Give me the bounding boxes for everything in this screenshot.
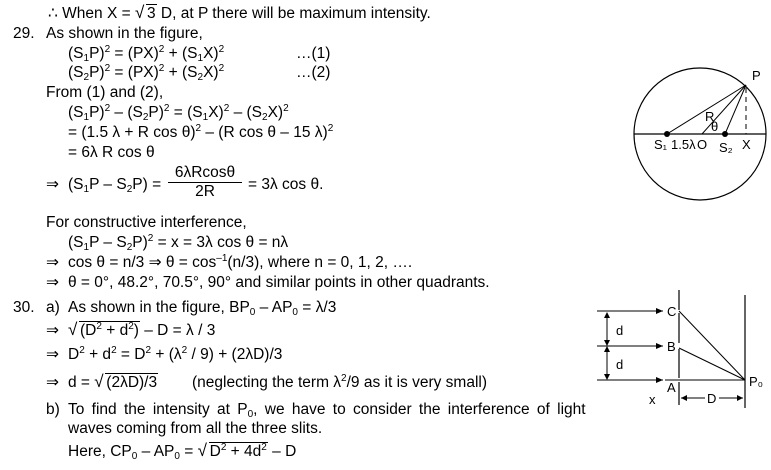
conclusion-text: ∴ When X = xyxy=(48,5,135,22)
d-eq-lhs: d = xyxy=(68,374,95,391)
denominator-text: 2R xyxy=(195,183,215,200)
label-d-lower: d xyxy=(616,357,624,372)
here-tail: – D xyxy=(267,443,297,460)
D-arrowhead-left xyxy=(681,395,687,401)
equation-1: $(S_1P)^2 = (PX)^2 + (S_1X)^2$ xyxy=(68,44,225,64)
ci-tail: = x = 3λ cos θ = nλ xyxy=(153,234,289,251)
q30a-p2: – AP xyxy=(255,299,293,316)
sqrt-radicand: 3 xyxy=(146,5,156,22)
label-1-5-lambda: 1.5λ xyxy=(671,137,696,152)
d-arrowhead-down-1 xyxy=(604,340,610,346)
label-a: A xyxy=(667,380,676,395)
q30a-text: As shown in the figure, $BP_0 - AP_0 = \lambda/3$ xyxy=(68,299,337,318)
equation-2-label: …(2) xyxy=(296,64,331,81)
here-p3: = xyxy=(179,443,198,460)
q30a-label: a) xyxy=(46,299,60,316)
q30b-label: b) xyxy=(46,401,60,418)
d-arrowhead-down-2 xyxy=(604,374,610,380)
q30b-text-2: waves coming from all the three slits. xyxy=(68,420,323,437)
path-difference-lhs: $(S_1P - S_2P)$ = xyxy=(68,176,162,195)
label-D: D xyxy=(707,391,717,406)
label-s1: S₁ xyxy=(654,137,668,152)
path-difference-rhs: = 3λ cos θ. xyxy=(248,176,324,193)
q30-number: 30. xyxy=(13,299,35,316)
sqrt-d2-tail: – D = λ / 3 xyxy=(139,322,216,339)
d-arrowhead-up-1 xyxy=(604,312,610,318)
label-r: R xyxy=(705,109,715,124)
label-x: X xyxy=(742,137,751,152)
cos-theta-equation: cos θ = n/3 ⇒ $\theta = \cos^{-1}(n/3)$, where n = 0, 1, 2, …. xyxy=(68,253,413,271)
label-p: P xyxy=(752,68,761,83)
eq4-part2: – (R cos θ – 15 λ) xyxy=(201,124,328,141)
constructive-heading: For constructive interference, xyxy=(46,214,247,231)
label-theta: θ xyxy=(711,119,719,134)
label-d-upper: d xyxy=(616,323,624,338)
label-s2: S₂ xyxy=(719,140,733,155)
path-b-p0 xyxy=(679,348,745,380)
q30b-p2: , we have to consider the interference of light xyxy=(253,401,586,418)
sqrt-2lambdaD-radicand: (2λD)/3 xyxy=(106,374,158,391)
implies-arrow-2: ⇒ xyxy=(46,254,59,271)
equation-3: $(S_1P)^2 - (S_2P)^2 = (S_1X)^2 - (S_2X)^2$ xyxy=(68,103,289,123)
implies-arrow: ⇒ xyxy=(46,176,59,193)
here-p1: Here, CP xyxy=(68,443,132,460)
label-x: x xyxy=(649,392,656,407)
sqrt-d2-radicand: $(D^2 + d^2)$ xyxy=(80,321,139,339)
from-1-and-2: From (1) and (2), xyxy=(46,84,164,101)
expanded-equation: $D^2 + d^2 = D^2 + (\lambda^2 / 9) + (2\lambda D)/3$ xyxy=(68,345,283,363)
label-p0: P₀ xyxy=(749,374,764,389)
conclusion-rest: D, at P there will be maximum intensity. xyxy=(156,5,431,22)
d-arrowhead-up-2 xyxy=(604,346,610,352)
here-equation: Here, $CP_0 - AP_0$ = √ $D^2 + 4d^2 - D$ xyxy=(68,443,296,461)
cos-eq-part1: cos θ = n/3 ⇒ θ = cos xyxy=(68,254,217,271)
q30b-text-1: To find the intensity at $P_0$, we have to consider the interference of light xyxy=(68,401,586,420)
q30a-p1: As shown in the figure, BP xyxy=(68,299,250,316)
label-b: B xyxy=(667,339,676,354)
constructive-equation: $(S_1P - S_2P)^2 = x = 3\lambda$ cos θ = nλ xyxy=(68,233,289,253)
fraction-numerator: 6λRcosθ xyxy=(174,164,236,181)
q30b-p1: To find the intensity at P xyxy=(68,401,248,418)
label-o: O xyxy=(697,137,708,152)
neglect-note: (neglecting the term $\lambda^2/9$ as it is very small) xyxy=(192,373,487,391)
q30a-p3: = λ/3 xyxy=(297,299,337,316)
equation-4: = (1.5 λ + R cos θ)$^2$ – (R cos θ – 15 λ)$^2$ xyxy=(68,123,334,141)
equation-1-label: …(1) xyxy=(296,45,331,62)
q29-number: 29. xyxy=(13,25,35,42)
sqrt-d2-4d2-radicand: $D^2 + 4d^2$ xyxy=(209,442,267,460)
eq4-part1: = (1.5 λ + R cos θ) xyxy=(68,124,196,141)
implies-arrow-5: ⇒ xyxy=(46,346,59,363)
implies-arrow-3: ⇒ xyxy=(46,274,59,291)
here-p2: – AP xyxy=(137,443,175,460)
q29-intro: As shown in the figure, xyxy=(46,25,203,42)
D-arrowhead-right xyxy=(737,395,743,401)
implies-arrow-6: ⇒ xyxy=(46,374,59,391)
theta-values: θ = 0°, 48.2°, 70.5°, 90° and similar points in other quadrants. xyxy=(68,274,490,291)
label-c: C xyxy=(667,304,677,319)
path-c-p0 xyxy=(679,311,745,380)
equation-5: = 6λ R cos θ xyxy=(68,144,155,161)
equation-2: $(S_2P)^2 = (PX)^2 + (S_2X)^2$ xyxy=(68,63,225,83)
implies-arrow-4: ⇒ xyxy=(46,322,59,339)
cos-eq-part2: (n/3), where n = 0, 1, 2, …. xyxy=(227,254,413,271)
